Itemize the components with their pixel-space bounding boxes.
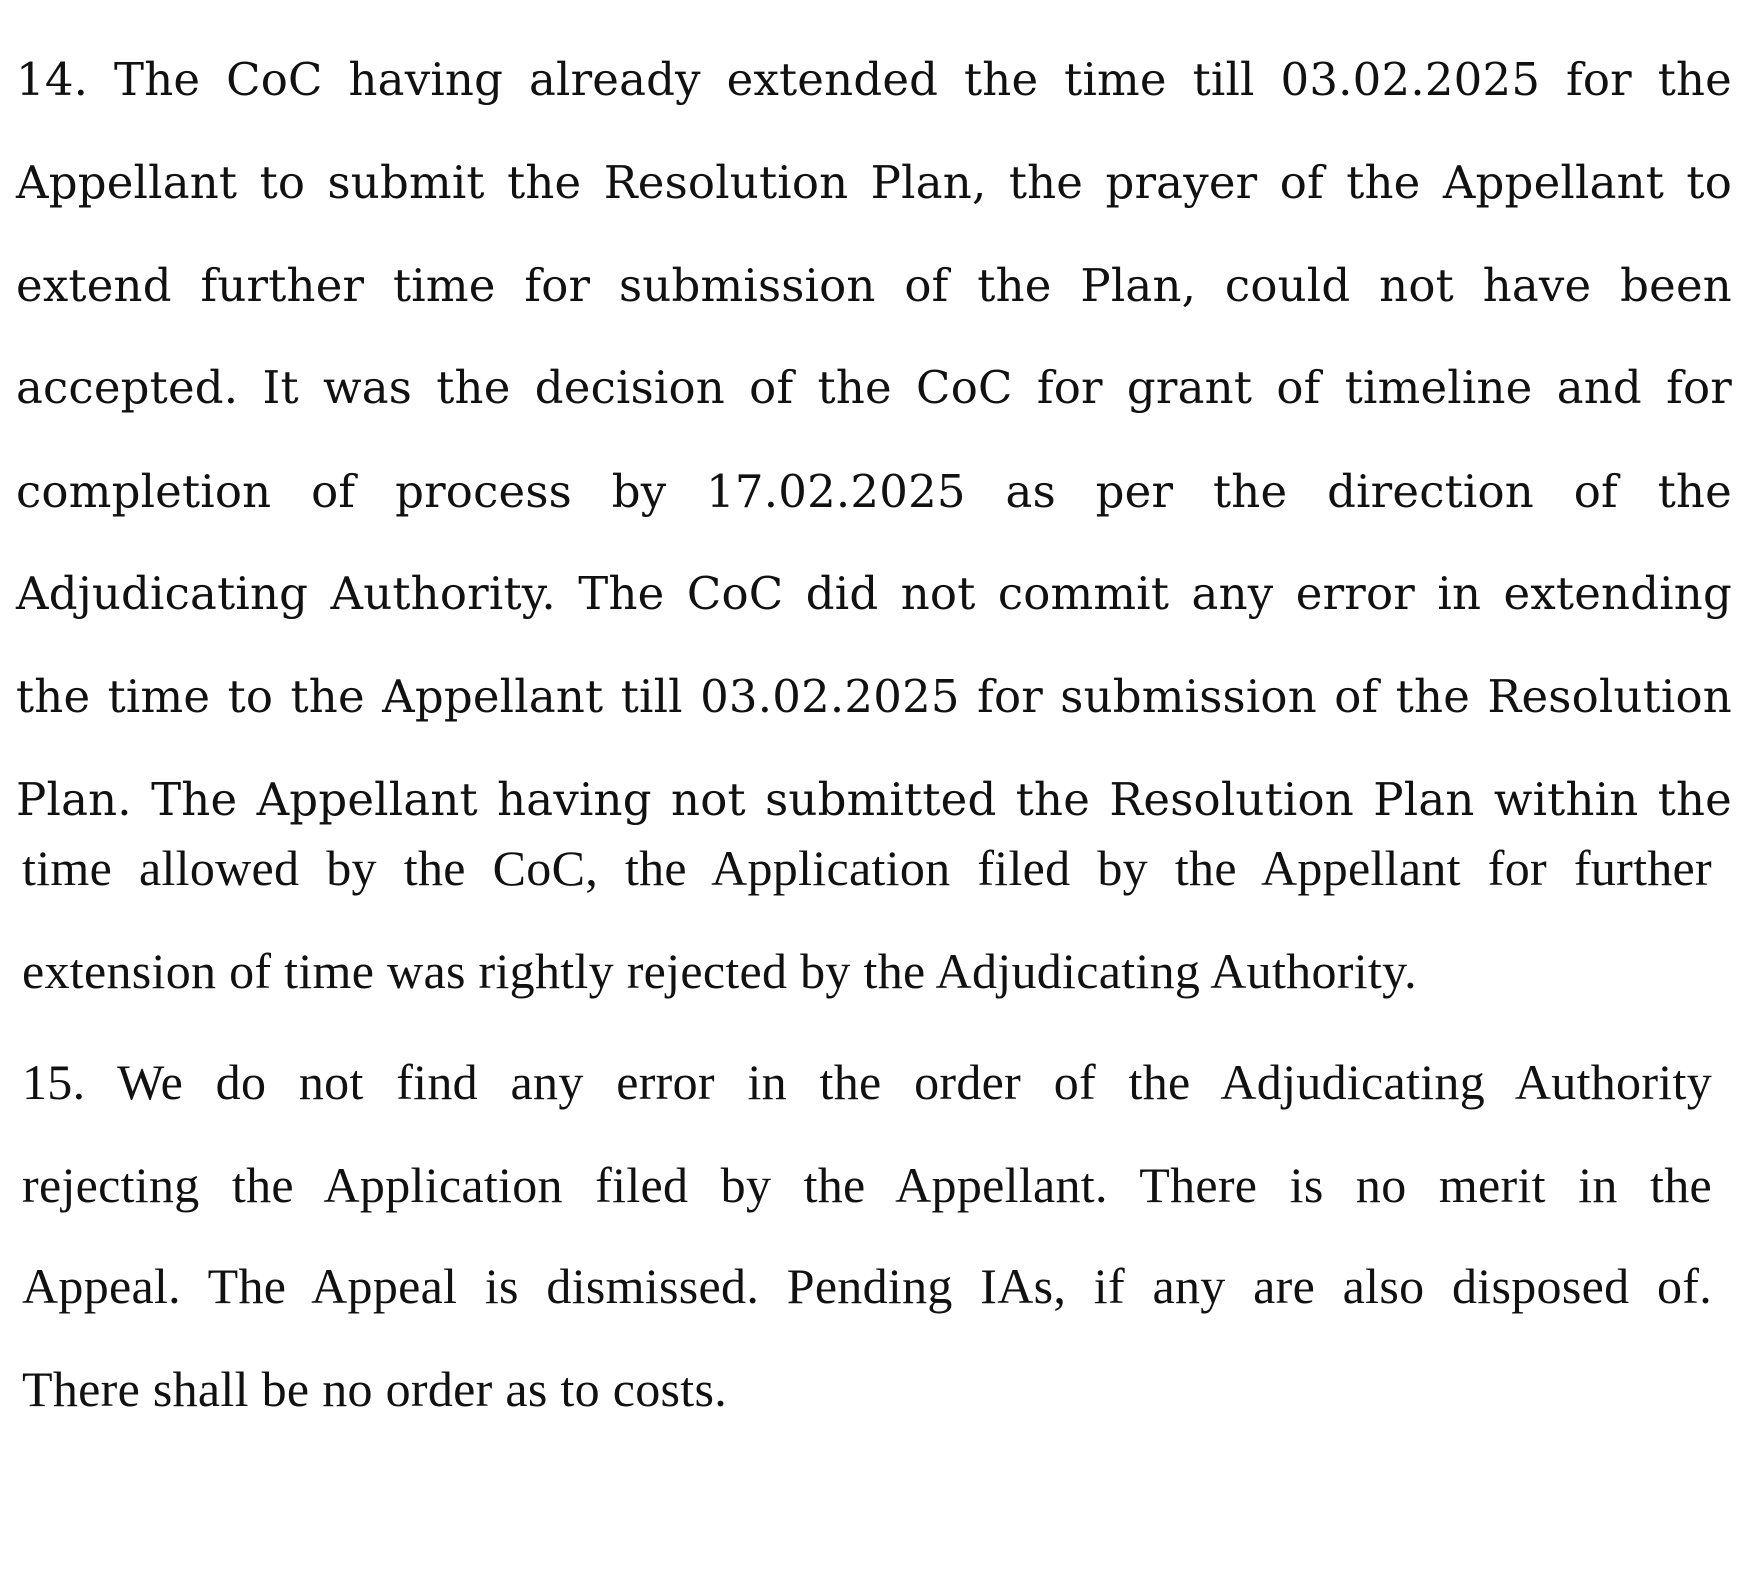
text-line: 14. The CoC having already extended the time till 03.02.2025 for the — [16, 53, 1732, 106]
text-line: completion of process by 17.02.2025 as per the direction of the — [16, 465, 1732, 518]
text-line: the time to the Appellant till 03.02.2025 for submission of the Resolution — [16, 670, 1732, 723]
text-line: There shall be no order as to costs. — [22, 1361, 728, 1417]
text-line: rejecting the Application filed by the Appellant. There is no merit in the — [22, 1157, 1712, 1213]
text-line: Adjudicating Authority. The CoC did not commit any error in extending — [16, 567, 1732, 620]
text-line: extension of time was rightly rejected by the Adjudicating Authority. — [22, 943, 1417, 999]
text-line: extend further time for submission of the Plan, could not have been — [16, 259, 1732, 312]
text-line: time allowed by the CoC, the Application filed by the Appellant for further — [22, 840, 1712, 896]
text-line: Appeal. The Appeal is dismissed. Pending IAs, if any are also disposed of. — [22, 1258, 1712, 1314]
text-line: 15. We do not find any error in the order of the Adjudicating Authority — [22, 1054, 1712, 1110]
text-line: accepted. It was the decision of the CoC for grant of timeline and for — [16, 361, 1732, 414]
text-line: Plan. The Appellant having not submitted the Resolution Plan within the — [16, 773, 1732, 826]
text-line: Appellant to submit the Resolution Plan, the prayer of the Appellant to — [16, 156, 1732, 209]
